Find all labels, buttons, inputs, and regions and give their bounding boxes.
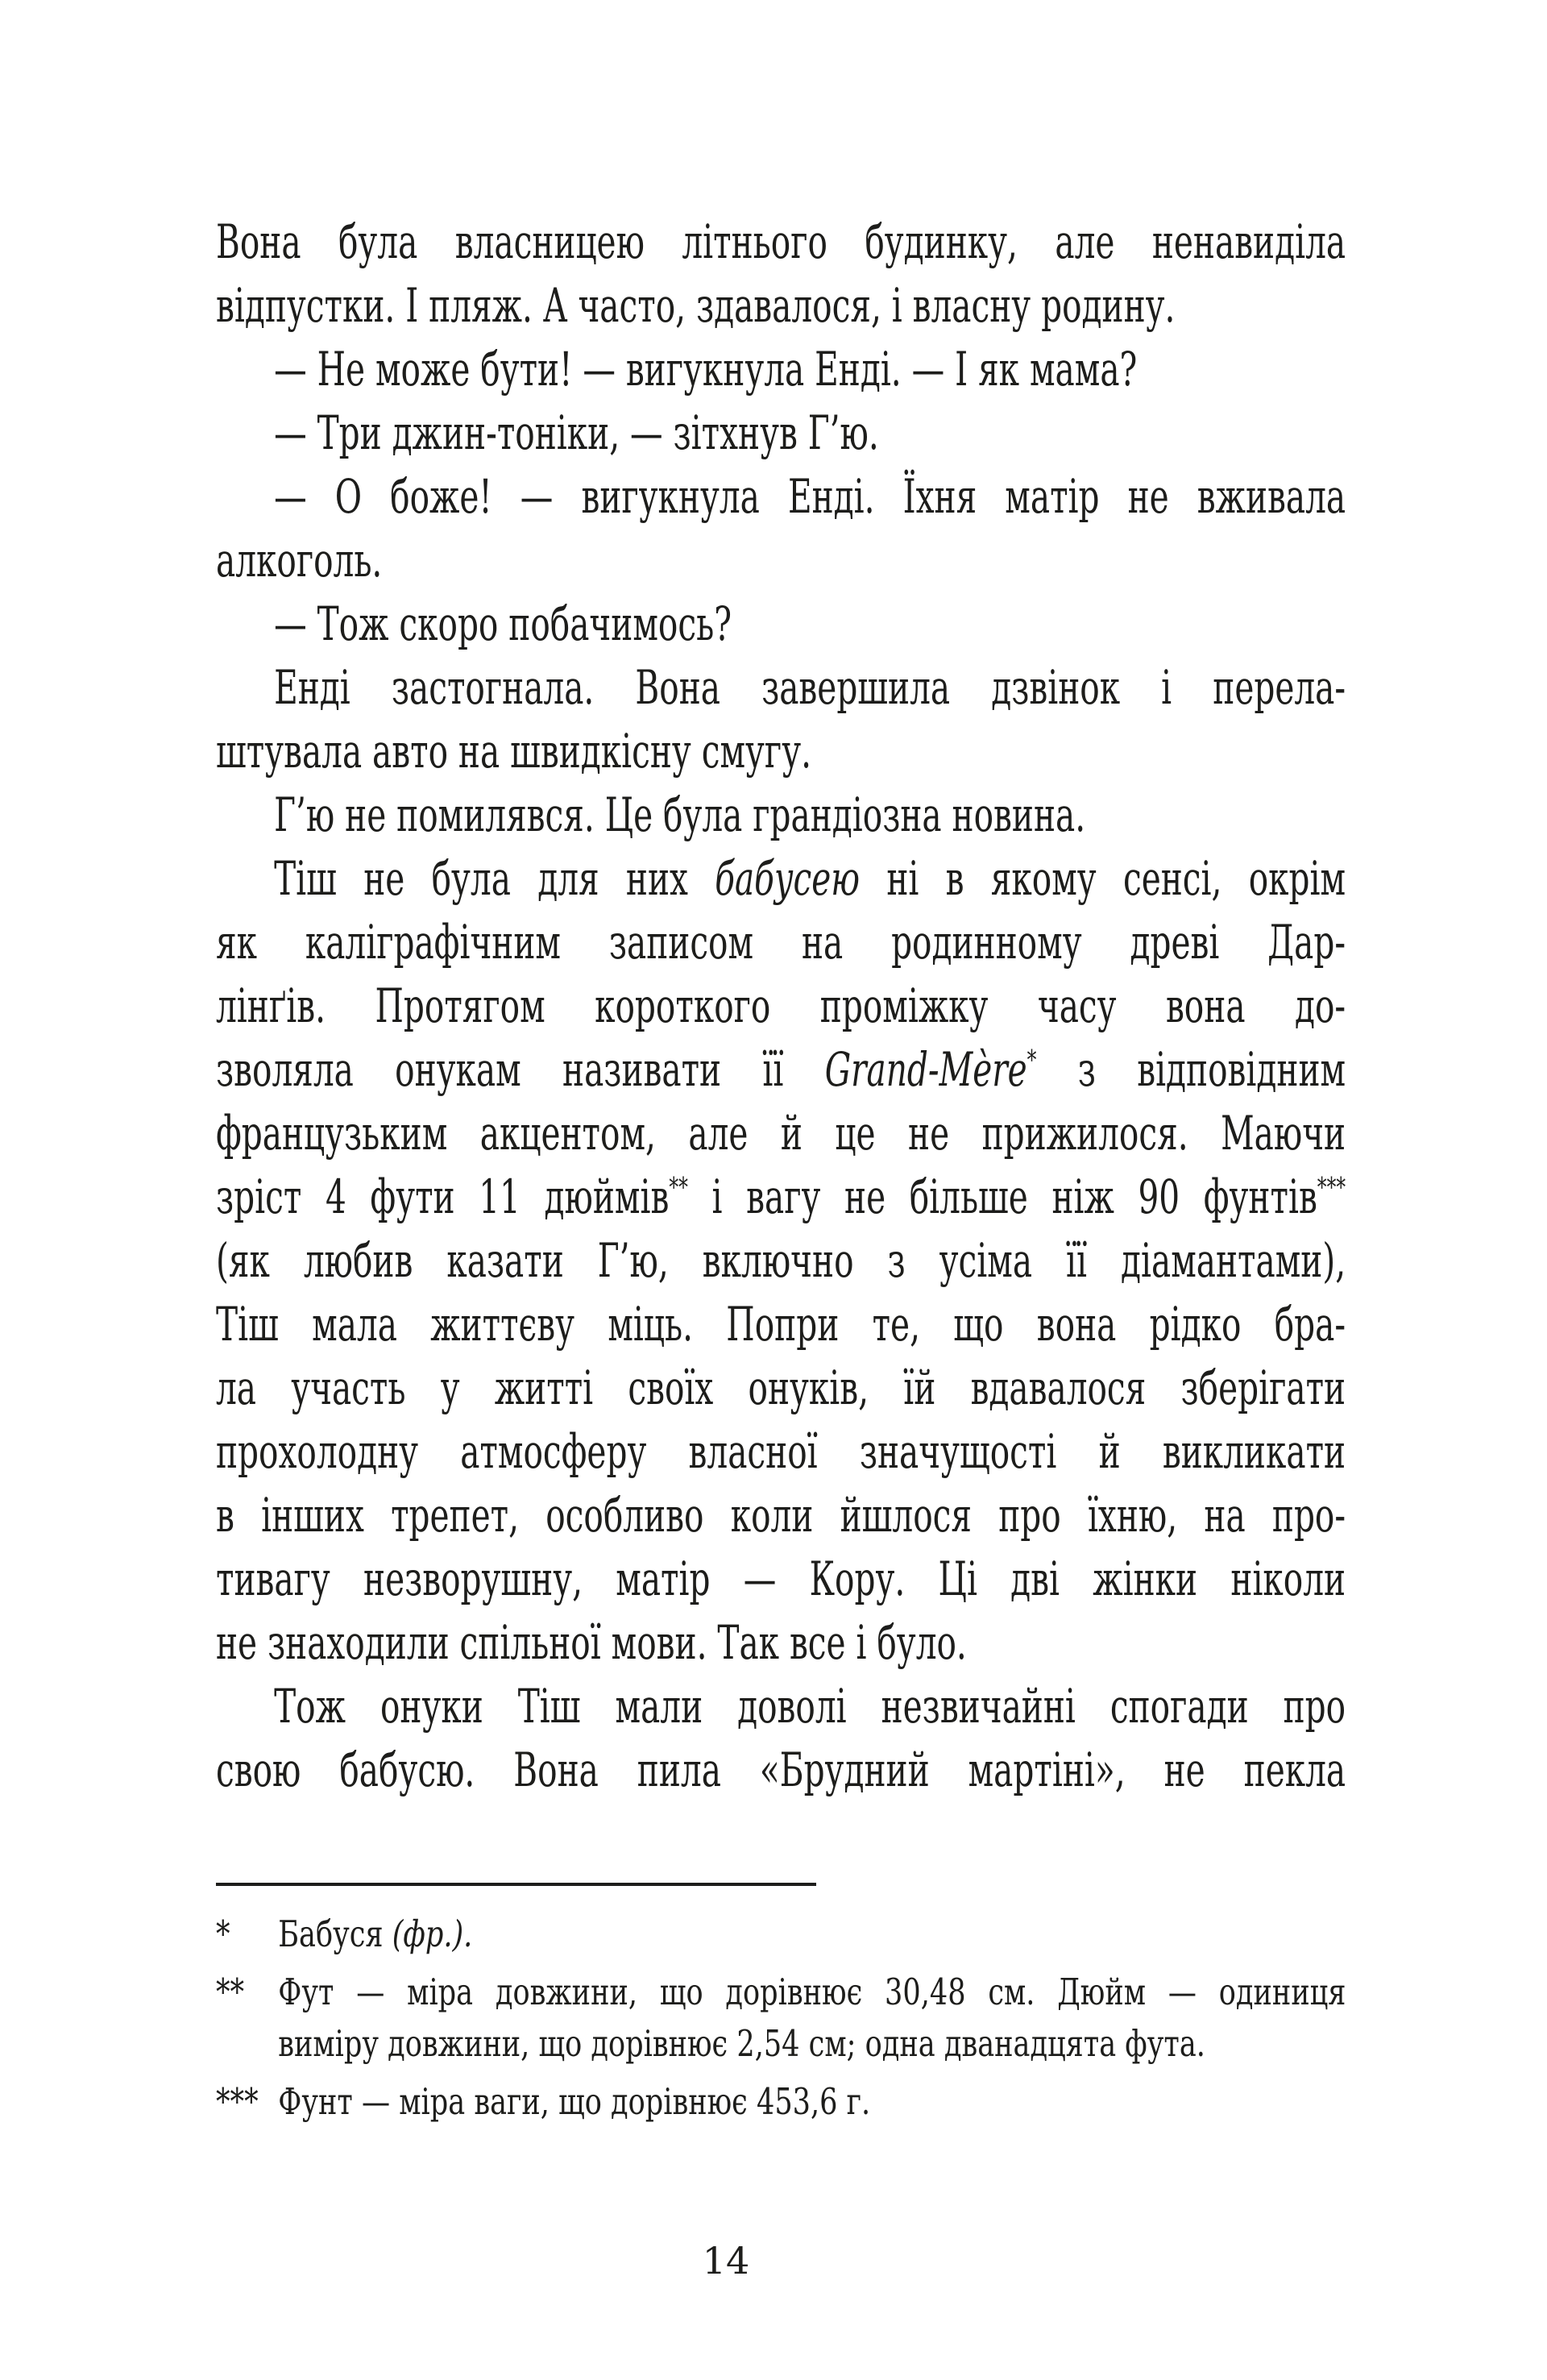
- text-line: [216, 1611, 1346, 1675]
- text-line: [216, 1229, 1346, 1293]
- text-run: Г’ю не помилявся. Це була грандіозна новина.: [274, 787, 1086, 842]
- text-line: [216, 274, 1346, 338]
- italic-text: Grand-Mère: [824, 1042, 1027, 1097]
- text-line: [216, 1293, 1346, 1356]
- text-run: виміру довжини, що дорівнює 2,54 см; одна дванадцята фута.: [278, 2022, 1205, 2065]
- text-line: [216, 720, 1346, 783]
- page-number: 14: [702, 2239, 750, 2282]
- text-run: — О боже! — вигукнула Енді. Їхня матір не вживала: [274, 469, 1346, 524]
- text-run: алкоголь.: [216, 533, 383, 588]
- text-run: з відповідним: [1036, 1042, 1346, 1097]
- text-line: [216, 529, 1346, 592]
- text-run: прохолодну атмосферу власної значущості й викликати: [216, 1424, 1346, 1479]
- text-line: [216, 401, 1346, 465]
- footnote: [216, 1909, 1346, 1960]
- text-run: — Тож скоро побачимось?: [274, 596, 732, 651]
- footnote-line: [216, 2076, 1346, 2128]
- text-run: ла участь у житті своїх онуків, їй вдавалося зберігати: [216, 1360, 1346, 1415]
- text-run: як каліграфічним записом на родинному древі Дар-: [216, 915, 1346, 970]
- text-line: [216, 1165, 1346, 1229]
- footnote: [216, 1967, 1346, 2070]
- italic-text: бабусею: [715, 851, 861, 906]
- text-line: [216, 847, 1346, 911]
- text-run: зволяла онукам називати її: [216, 1042, 825, 1097]
- text-line: [216, 1484, 1346, 1547]
- text-line: [216, 783, 1346, 847]
- footnote: [216, 2076, 1346, 2128]
- text-run: (як любив казати Г’ю, включно з усіма її діамантами),: [216, 1233, 1346, 1288]
- text-run: не знаходили спільної мови. Так все і було.: [216, 1615, 967, 1670]
- text-run: і вагу не більше ніж 90 фунтів: [687, 1169, 1317, 1224]
- footnote-marker: *: [216, 1913, 230, 1955]
- text-run: — Три джин-тоніки, — зітхнув Г’ю.: [274, 405, 879, 460]
- body-text: [216, 210, 1346, 1802]
- footnotes: [216, 1909, 1346, 2128]
- text-run: Тіш мала життєву міць. Попри те, що вона рідко бра-: [216, 1297, 1346, 1352]
- superscript-marker: **: [669, 1171, 688, 1203]
- footnote-line: [216, 1967, 1346, 2018]
- text-line: [216, 1738, 1346, 1802]
- text-run: тивагу незворушну, матір — Кору. Ці дві жінки ніколи: [216, 1551, 1346, 1606]
- text-run: Тіш не була для них: [274, 851, 715, 906]
- text-line: [216, 1675, 1346, 1738]
- footnote-separator: [216, 1883, 816, 1886]
- text-run: свою бабусю. Вона пила «Брудний мартіні», не пекла: [216, 1742, 1346, 1797]
- text-run: Енді застогнала. Вона завершила дзвінок і перела-: [274, 660, 1346, 715]
- text-line: [216, 974, 1346, 1038]
- text-line: [216, 1547, 1346, 1611]
- footnote-line: [216, 1909, 1346, 1960]
- text-run: французьким акцентом, але й це не прижилося. Маючи: [216, 1106, 1346, 1161]
- text-run: Тож онуки Тіш мали доволі незвичайні спогади про: [274, 1679, 1346, 1734]
- text-run: лінґів. Протягом короткого проміжку часу вона до-: [216, 978, 1346, 1033]
- footnote-line: [216, 2018, 1346, 2070]
- text-line: [216, 465, 1346, 529]
- italic-text: (фр.).: [392, 1913, 473, 1955]
- text-run: Вона була власницею літнього будинку, але ненавиділа: [216, 214, 1346, 269]
- text-line: [216, 338, 1346, 401]
- text-run: — Не може бути! — вигукнула Енді. — І як мама?: [274, 342, 1138, 397]
- text-run: ні в якому сенсі, окрім: [860, 851, 1346, 906]
- text-run: в інших трепет, особливо коли йшлося про їхню, на про-: [216, 1488, 1346, 1543]
- text-run: штувала авто на швидкісну смугу.: [216, 724, 811, 779]
- footnote-marker: **: [216, 1971, 245, 2013]
- text-line: [216, 1356, 1346, 1420]
- text-line: [216, 592, 1346, 656]
- text-line: [216, 1420, 1346, 1484]
- superscript-marker: *: [1026, 1044, 1037, 1076]
- text-line: [216, 911, 1346, 974]
- text-line: [216, 1102, 1346, 1165]
- text-line: [216, 1038, 1346, 1102]
- text-run: зріст 4 фути 11 дюймів: [216, 1169, 670, 1224]
- text-line: [216, 210, 1346, 274]
- text-line: [216, 656, 1346, 720]
- text-run: Бабуся: [278, 1913, 392, 1955]
- text-run: Фут — міра довжини, що дорівнює 30,48 см. Дюйм — одиниця: [278, 1971, 1346, 2013]
- superscript-marker: ***: [1317, 1171, 1346, 1203]
- text-run: Фунт — міра ваги, що дорівнює 453,6 г.: [278, 2080, 871, 2123]
- footnote-marker: ***: [216, 2080, 259, 2123]
- text-run: відпустки. І пляж. А часто, здавалося, і власну родину.: [216, 278, 1176, 333]
